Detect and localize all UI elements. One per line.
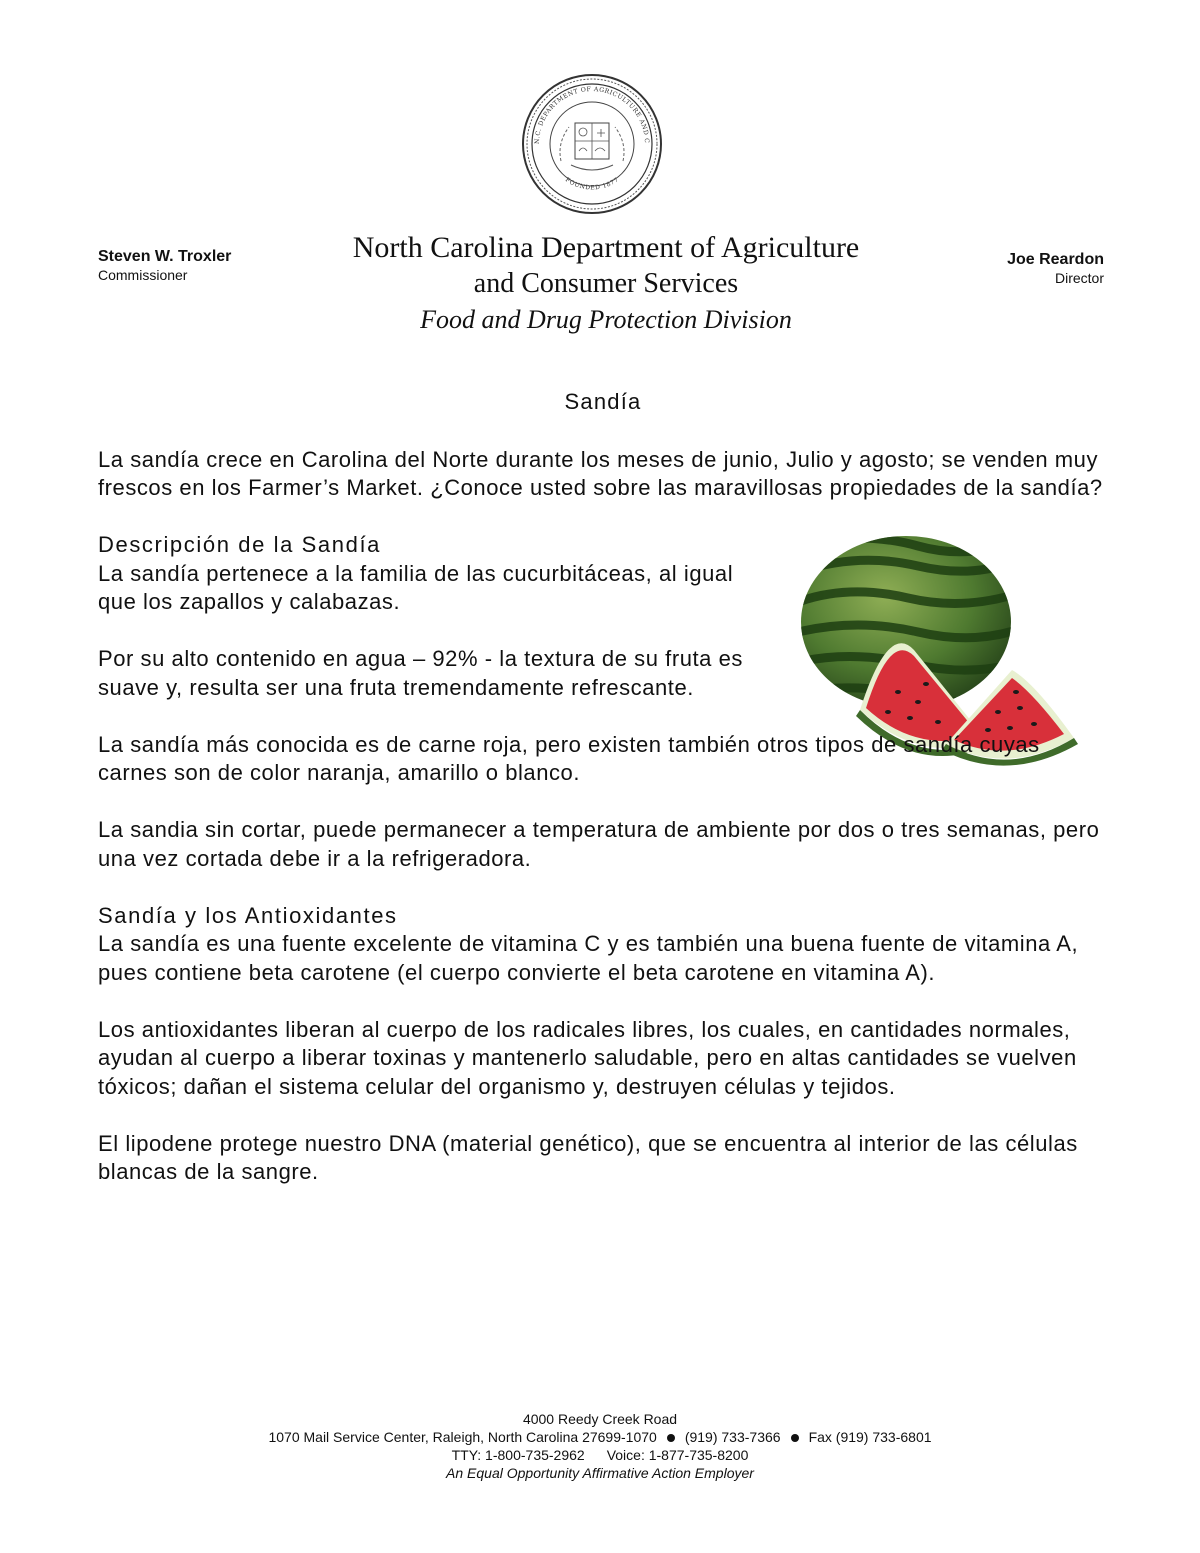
bullet-icon <box>791 1434 799 1442</box>
bullet-icon <box>667 1434 675 1442</box>
department-name-line1: North Carolina Department of Agriculture <box>352 231 860 264</box>
intro-paragraph: La sandía crece en Carolina del Norte durante los meses de junio, Julio y agosto; se venden muy frescos en los Farmer’s Market. ¿Conoce usted sobre las maravillosas propiedades de la sandía? <box>98 446 1103 500</box>
paragraph-storage: La sandia sin cortar, puede permanecer a temperatura de ambiente por dos o tres semanas, pero una vez cortada debe ir a la refrigeradora. <box>98 817 1100 871</box>
footer-phone: (919) 733-7366 <box>684 1429 781 1445</box>
commissioner-title: Commissioner <box>98 267 188 283</box>
paragraph-varieties: La sandía más conocida es de carne roja, pero existen también otros tipos de sandía cuyas carnes son de color naranja, amarillo o blanco. <box>98 731 1040 785</box>
footer-mail-line <box>0 1428 1200 1446</box>
paragraph-free-radicals: Los antioxidantes liberan al cuerpo de los radicales libres, los cuales, en cantidades normales, ayudan al cuerpo a liberar toxinas y mantenerlo saludable, pero en altas cantidades se vuelven tóxicos; dañan el sistema celular del organismo y, destruyen células y tejidos. <box>98 1016 1077 1099</box>
svg-text:N.C. DEPARTMENT OF AGRICULTURE: N.C. DEPARTMENT OF AGRICULTURE AND C <box>533 85 651 145</box>
footer-fax: Fax (919) 733-6801 <box>808 1429 932 1445</box>
footer-equal-opportunity: An Equal Opportunity Affirmative Action Employer <box>446 1465 754 1481</box>
svg-text:FOUNDED 1877: FOUNDED 1877 <box>563 176 621 192</box>
paragraph-water-content: Por su alto contenido en agua – 92% - la textura de su fruta es suave y, resulta ser una fruta tremendamente refrescante. <box>98 646 743 700</box>
footer-voice: Voice: 1-877-735-8200 <box>606 1447 749 1463</box>
paragraph-dna: El lipodene protege nuestro DNA (material genético), que se encuentra al interior de las células blancas de la sangre. <box>98 1130 1078 1184</box>
document-title: Sandía <box>564 389 642 414</box>
director-block <box>1007 250 1104 287</box>
director-title: Director <box>1054 270 1104 286</box>
division-name: Food and Drug Protection Division <box>420 305 792 334</box>
letterhead-title <box>300 230 912 337</box>
footer-contact <box>0 1410 1200 1482</box>
section-heading-antioxidants: Sandía y los Antioxidantes <box>98 902 398 928</box>
paragraph-vitamins: La sandía es una fuente excelente de vitamina C y es también una buena fuente de vitamina A, pues contiene beta carotene (el cuerpo convierte el beta carotene en vitamina A). <box>98 931 1079 985</box>
section-heading-description: Descripción de la Sandía <box>98 532 381 557</box>
department-name-line2: and Consumer Services <box>473 268 739 299</box>
footer-mail-address: 1070 Mail Service Center, Raleigh, North Carolina 27699-1070 <box>268 1429 657 1445</box>
commissioner-name: Steven W. Troxler <box>98 248 232 265</box>
department-seal <box>521 73 663 215</box>
paragraph-family: La sandía pertenece a la familia de las cucurbitáceas, al igual que los zapallos y calabazas. <box>98 560 734 614</box>
footer-street-address: 4000 Reedy Creek Road <box>522 1411 678 1427</box>
document-body <box>98 388 1108 1215</box>
footer-tty: TTY: 1-800-735-2962 <box>451 1447 585 1463</box>
commissioner-block <box>98 247 231 284</box>
director-name: Joe Reardon <box>1007 251 1104 268</box>
footer-tty-line <box>0 1446 1200 1464</box>
